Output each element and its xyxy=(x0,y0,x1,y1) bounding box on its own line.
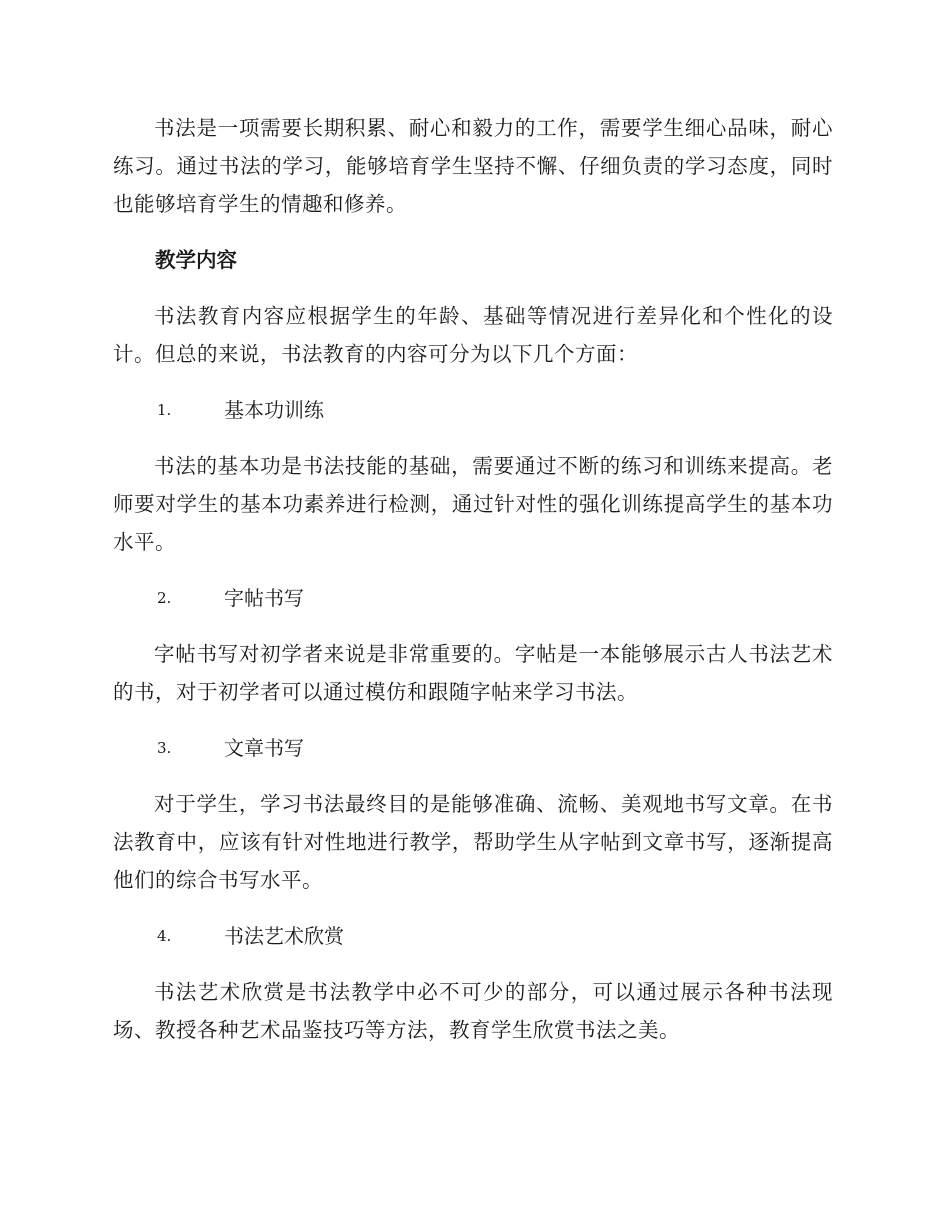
list-item-heading xyxy=(113,729,833,767)
list-item-heading xyxy=(113,391,833,429)
list-number: 1. xyxy=(157,401,172,419)
section-intro-paragraph: 书法教育内容应根据学生的年龄、基础等情况进行差异化和个性化的设计。但总的来说，书法教育的内容可分为以下几个方面： xyxy=(113,304,833,366)
list-item-heading xyxy=(113,579,833,617)
list-number: 2. xyxy=(157,589,172,607)
list-title: 字帖书写 xyxy=(224,586,304,610)
list-item-paragraph: 书法的基本功是书法技能的基础，需要通过不断的练习和训练来提高。老师要对学生的基本功素养进行检测，通过针对性的强化训练提高学生的基本功水平。 xyxy=(113,454,833,554)
list-title: 书法艺术欣赏 xyxy=(224,924,344,948)
list-item-paragraph: 书法艺术欣赏是书法教学中必不可少的部分，可以通过展示各种书法现场、教授各种艺术品鉴技巧等方法，教育学生欣赏书法之美。 xyxy=(113,980,833,1042)
intro-paragraph: 书法是一项需要长期积累、耐心和毅力的工作，需要学生细心品味，耐心练习。通过书法的学习，能够培育学生坚持不懈、仔细负责的学习态度，同时也能够培育学生的情趣和修养。 xyxy=(113,116,833,216)
section-heading: 教学内容 xyxy=(155,248,237,272)
list-item-paragraph: 字帖书写对初学者来说是非常重要的。字帖是一本能够展示古人书法艺术的书，对于初学者可以通过模仿和跟随字帖来学习书法。 xyxy=(113,642,833,704)
list-number: 3. xyxy=(157,739,172,757)
list-title: 基本功训练 xyxy=(224,398,324,422)
document-page xyxy=(113,109,833,1049)
list-item-heading xyxy=(113,917,833,955)
list-title: 文章书写 xyxy=(224,736,304,760)
list-number: 4. xyxy=(157,927,172,945)
list-item-paragraph: 对于学生，学习书法最终目的是能够准确、流畅、美观地书写文章。在书法教育中，应该有针对性地进行教学，帮助学生从字帖到文章书写，逐渐提高他们的综合书写水平。 xyxy=(113,792,833,892)
